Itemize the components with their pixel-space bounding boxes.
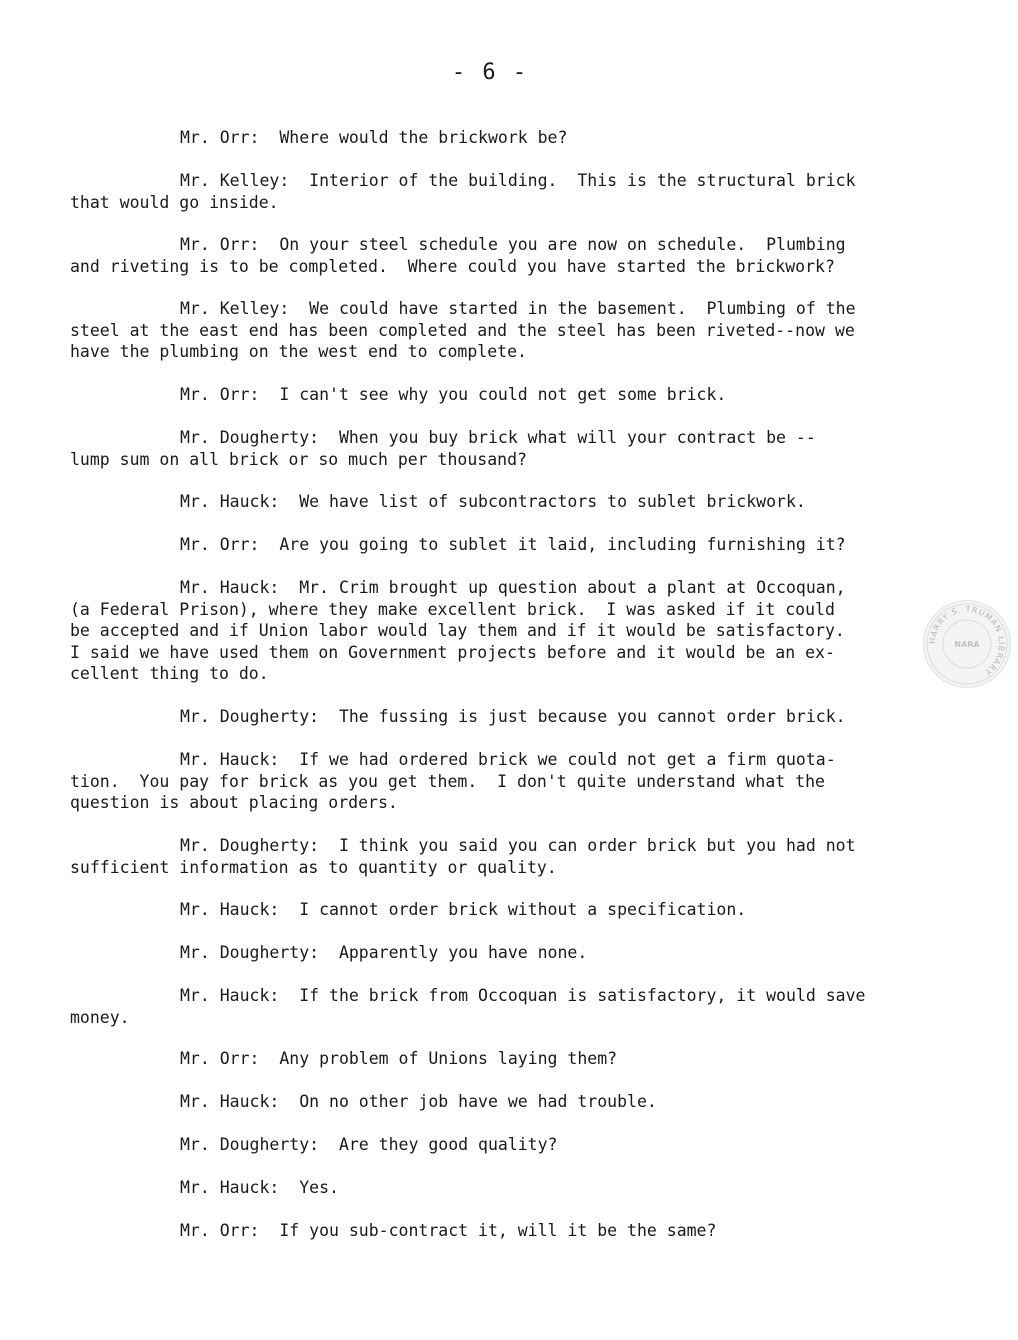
dialogue-paragraph <box>70 298 915 363</box>
dialogue-line-continuation: tion. You pay for brick as you get them. I don't quite understand what the <box>70 771 825 791</box>
dialogue-paragraph <box>70 1134 915 1156</box>
dialogue-paragraph <box>70 427 915 470</box>
dialogue-paragraph <box>70 749 915 814</box>
dialogue-line-continuation: sufficient information as to quantity or quality. <box>70 857 557 877</box>
dialogue-line-continuation: I said we have used them on Government projects before and it would be an ex- <box>70 642 835 662</box>
dialogue-line-continuation: cellent thing to do. <box>70 664 269 683</box>
dialogue-line-continuation: money. <box>70 1007 130 1027</box>
page-number: - 6 - <box>451 60 529 85</box>
dialogue-line-speaker: Mr. Hauck: If the brick from Occoquan is satisfactory, it would save <box>180 986 866 1005</box>
dialogue-line-speaker: Mr. Hauck: On no other job have we had trouble. <box>180 1092 657 1111</box>
dialogue-line-continuation: be accepted and if Union labor would lay them and if it would be satisfactory. <box>70 621 845 640</box>
library-stamp-icon <box>924 601 1010 687</box>
dialogue-line-continuation: have the plumbing on the west end to complete. <box>70 342 527 361</box>
dialogue-line-continuation: question is about placing orders. <box>70 793 398 812</box>
dialogue-line-speaker: Mr. Orr: If you sub-contract it, will it be the same? <box>180 1221 717 1240</box>
dialogue-line-speaker: Mr. Dougherty: Are they good quality? <box>180 1135 558 1154</box>
dialogue-line-speaker: Mr. Hauck: If we had ordered brick we could not get a firm quota- <box>180 750 836 769</box>
dialogue-paragraph <box>70 899 915 921</box>
dialogue-paragraph <box>70 534 915 556</box>
dialogue-line-speaker: Mr. Dougherty: I think you said you can order brick but you had not <box>180 836 856 855</box>
library-stamp <box>923 600 1011 688</box>
dialogue-line-speaker: Mr. Kelley: We could have started in the basement. Plumbing of the <box>180 299 856 318</box>
dialogue-line-continuation: steel at the east end has been completed and the steel has been riveted--now we <box>70 320 855 340</box>
dialogue-line-continuation: and riveting is to be completed. Where could you have started the brickwork? <box>70 256 835 276</box>
dialogue-line-speaker: Mr. Kelley: Interior of the building. This is the structural brick <box>180 171 856 190</box>
dialogue-line-continuation: that would go inside. <box>70 192 279 212</box>
dialogue-line-speaker: Mr. Orr: Where would the brickwork be? <box>180 128 568 147</box>
dialogue-line-speaker: Mr. Orr: Any problem of Unions laying them? <box>180 1049 618 1068</box>
dialogue-paragraph <box>70 942 915 964</box>
dialogue-line-speaker: Mr. Hauck: We have list of subcontractors to sublet brickwork. <box>180 492 806 511</box>
dialogue-paragraph <box>70 170 915 213</box>
dialogue-line-speaker: Mr. Dougherty: When you buy brick what will your contract be -- <box>180 428 816 447</box>
dialogue-line-continuation: lump sum on all brick or so much per thousand? <box>70 449 527 469</box>
dialogue-line-speaker: Mr. Hauck: Mr. Crim brought up question about a plant at Occoquan, <box>180 578 846 597</box>
dialogue-line-speaker: Mr. Orr: On your steel schedule you are now on schedule. Plumbing <box>180 235 846 254</box>
dialogue-paragraph <box>70 384 915 406</box>
dialogue-line-speaker: Mr. Orr: I can't see why you could not get some brick. <box>180 385 727 404</box>
dialogue-paragraph <box>70 234 915 277</box>
dialogue-line-speaker: Mr. Hauck: I cannot order brick without a specification. <box>180 900 747 919</box>
dialogue-paragraph <box>70 835 915 878</box>
dialogue-line-speaker: Mr. Hauck: Yes. <box>180 1178 339 1197</box>
dialogue-paragraph <box>70 985 915 1028</box>
dialogue-paragraph <box>70 1091 915 1113</box>
dialogue-line-speaker: Mr. Dougherty: The fussing is just because you cannot order brick. <box>180 707 846 726</box>
dialogue-paragraph <box>70 1177 915 1199</box>
dialogue-paragraph <box>70 491 915 513</box>
dialogue-line-speaker: Mr. Orr: Are you going to sublet it laid, including furnishing it? <box>180 535 846 554</box>
stamp-outer-text: HARRY S. TRUMAN LIBRARY <box>927 604 1007 677</box>
stamp-inner-text: NARA <box>954 640 980 649</box>
dialogue-paragraph <box>70 577 915 685</box>
dialogue-paragraph <box>70 1220 915 1242</box>
dialogue-line-continuation: (a Federal Prison), where they make excellent brick. I was asked if it could <box>70 599 835 619</box>
dialogue-paragraph <box>70 127 915 149</box>
dialogue-line-speaker: Mr. Dougherty: Apparently you have none. <box>180 943 588 962</box>
dialogue-paragraph <box>70 1048 915 1070</box>
dialogue-paragraph <box>70 706 915 728</box>
